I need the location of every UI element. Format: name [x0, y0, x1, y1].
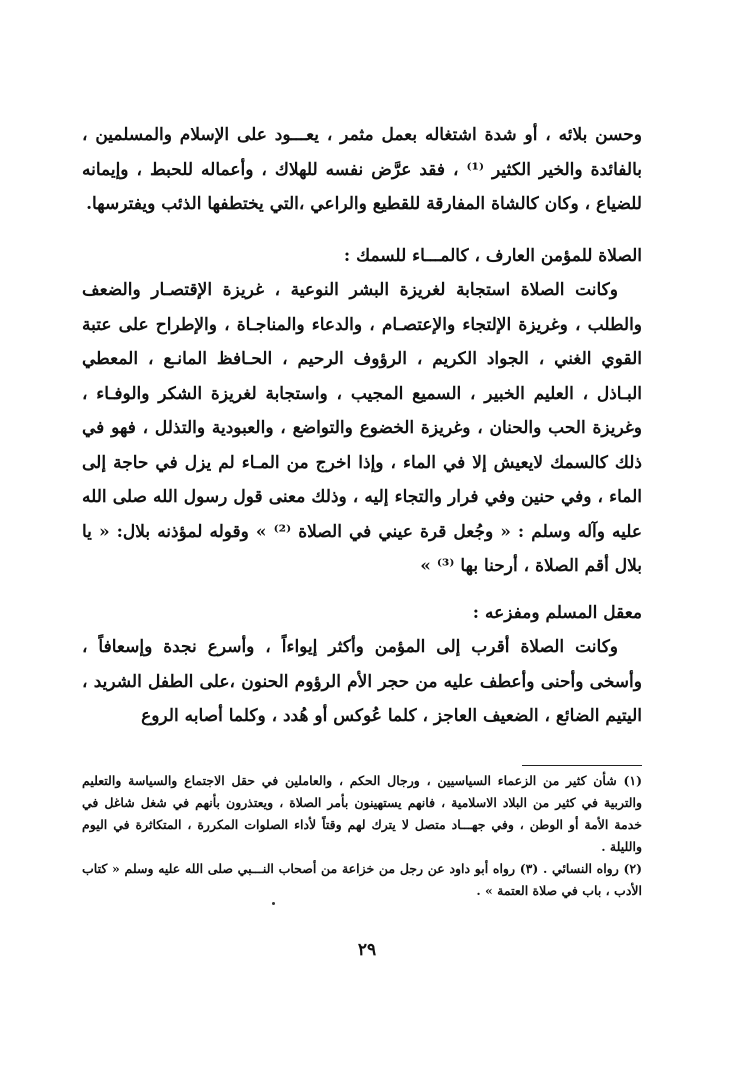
footnote-2: (٢) رواه النسائي . (٣) رواه أبو داود عن رجل من خزاعة من أصحاب النـــبي صلى الله عليه وسلم « كتاب الأدب ، باب في صلاة العتمة » .	[82, 861, 643, 898]
section-heading-refuge: معقل المسلم ومفزعه :	[472, 602, 642, 623]
ink-dot	[272, 902, 275, 905]
main-text	[82, 118, 642, 734]
paragraph-1: وحسن بلائه ، أو شدة اشتغاله بعمل مثمر ، يعـــود على الإسلام والمسلمين ، بالفائدة والخير الكثير ⁽¹⁾ ، فقد عرَّض نفسه للهلاك ، وأعماله للحبط ، وإيمانه للضياع ، وكان كالشاة المفارقة للقطيع والراعي ،التي يختطفها الذئب ويفترسها.	[82, 125, 643, 214]
footnote-divider	[522, 765, 642, 766]
footnotes	[82, 770, 642, 902]
footnote-1: (١) شأن كثير من الزعماء السياسيين ، ورجال الحكم ، والعاملين في حقل الاجتماع والسياسة والتعليم والتربية في كثير من البلاد الاسلامية ، فانهم يستهينون بأمر الصلاة ، ويعتذرون بأنهم في شغل شاغل في خدمة الأمة أو الوطن ، وفي جهـــاد متصل لا يترك لهم وقتاً لأداء الصلوات المكررة ، المتكاثرة في اليوم والليلة .	[82, 773, 642, 854]
section-heading-prayer: الصلاة للمؤمن العارف ، كالمـــاء للسمك :	[343, 245, 642, 266]
paragraph-2: وكانت الصلاة استجابة لغريزة البشر النوعية ، غريزة الإقتصـار والضعف والطلب ، وغريزة الإلتجاء والإعتصـام ، والدعاء والمناجـاة ، والإطراح على عتبة القوي الغني ، الجواد الكريم ، الرؤوف الرحيم ، الحـافظ المانـع ، المعطي البـاذل ، العليم الخبير ، السميع المجيب ، واستجابة لغريزة الشكر والوفـاء ، وغريزة الحب والحنان ، وغريزة الخضوع والتواضع ، والعبودية والتذلل ، فهو في ذلك كالسمك لايعيش إلا في الماء ، وإذا اخرج من المـاء لم يزل في حاجة إلى الماء ، وفي حنين وفي فرار والتجاء إليه ، وذلك معنى قول رسول الله صلى الله عليه وآله وسلم : « وجُعل قرة عيني في الصلاة ⁽²⁾ » وقوله لمؤذنه بلال: « يا بلال أقم الصلاة ، أرحنا بها ⁽³⁾ »	[82, 280, 642, 576]
paragraph-3: وكانت الصلاة أقرب إلى المؤمن وأكثر إيواءاً ، وأسرع نجدة وإسعافاً ، وأسخى وأحنى وأعطف عليه من حجر الأم الرؤوم الحنون ،على الطفل الشريد ، اليتيم الضائع ، الضعيف العاجز ، كلما عُوكس أو هُدد ، وكلما أصابه الروع	[82, 637, 642, 726]
page-number: ٢٩	[357, 940, 377, 960]
